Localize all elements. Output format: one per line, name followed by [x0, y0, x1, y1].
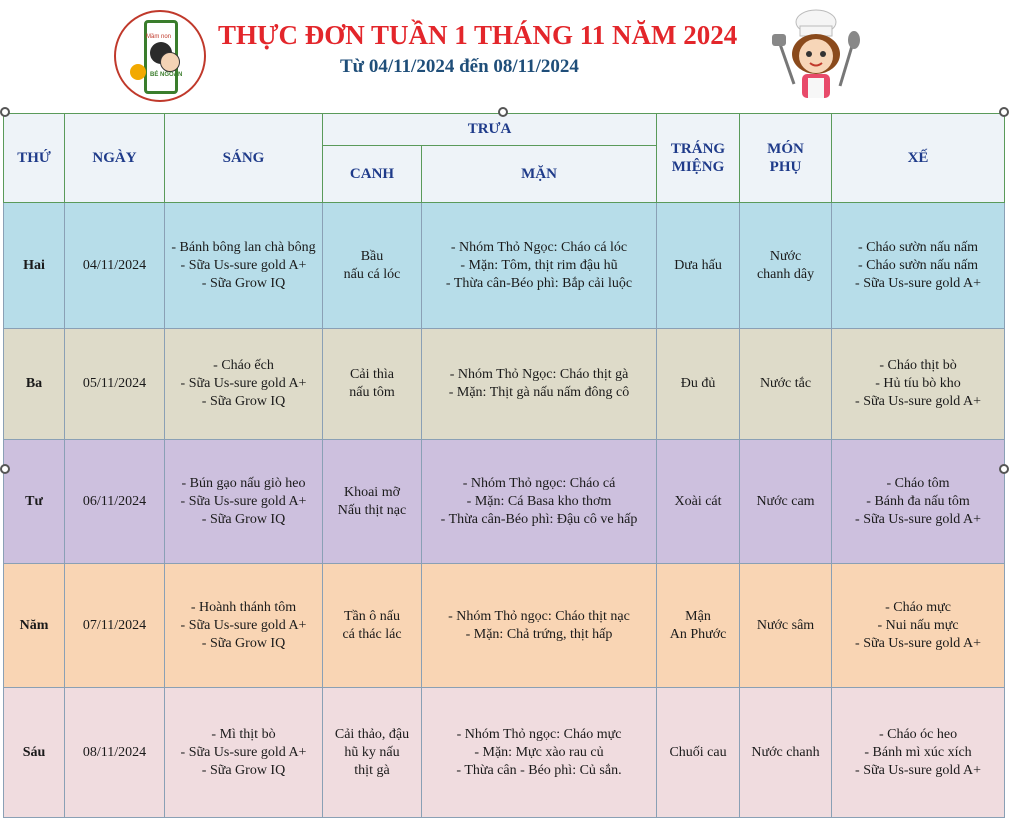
logo-top-text: Mầm non: [146, 34, 172, 40]
xe-line: - Cháo óc heo: [878, 726, 958, 742]
school-logo: [114, 10, 206, 102]
canh-line: Cải thảo, đậu: [334, 726, 410, 742]
sang-line: - Sữa Us-sure gold A+: [180, 617, 307, 633]
man-line: - Nhóm Thỏ ngọc: Cháo cá: [462, 475, 616, 491]
table-row: [4, 564, 1005, 688]
canh-line: Bầu: [360, 248, 384, 264]
canh-line: thịt gà: [354, 762, 390, 778]
day-cell: Sáu: [4, 688, 65, 818]
table-row: [4, 440, 1005, 564]
man-line: - Mặn: Thịt gà nấu nấm đông cô: [448, 385, 630, 400]
trang-mieng-line: Mận: [685, 608, 711, 624]
trang-mieng-cell: [657, 688, 740, 818]
selection-handle-top-right[interactable]: [999, 107, 1009, 117]
sang-line: - Sữa Us-sure gold A+: [180, 376, 307, 391]
mon-phu-cell: [740, 564, 832, 688]
trang-mieng-cell: [657, 440, 740, 564]
canh-line: Cải thìa: [350, 367, 394, 382]
selection-handle-top-middle[interactable]: [498, 107, 508, 117]
col-trua-header: TRƯA: [323, 114, 657, 146]
canh-line: Khoai mỡ: [343, 484, 400, 500]
xe-line: - Sữa Us-sure gold A+: [855, 511, 981, 527]
table-row: [4, 688, 1005, 818]
xe-cell: [832, 329, 1005, 440]
date-cell: 04/11/2024: [65, 203, 165, 329]
date-cell: 07/11/2024: [65, 564, 165, 688]
col-thu-header: THỨ: [4, 114, 65, 203]
chef-girl-icon: [764, 4, 864, 104]
selection-handle-middle-right[interactable]: [999, 464, 1009, 474]
xe-line: - Hủ tíu bò kho: [875, 376, 961, 391]
trang-mieng-line: An Phước: [669, 626, 727, 642]
col-ngay-header: NGÀY: [65, 114, 165, 203]
canh-line: Nấu thịt nạc: [337, 502, 407, 518]
canh-cell: [323, 329, 422, 440]
col-canh-header: CANH: [323, 146, 422, 203]
man-line: - Mặn: Mực xào rau củ: [474, 744, 604, 760]
man-line: - Mặn: Tôm, thịt rim đậu hũ: [460, 257, 618, 273]
mon-phu-cell: [740, 329, 832, 440]
man-line: - Nhóm Thỏ Ngọc: Cháo thịt gà: [449, 367, 629, 382]
xe-line: - Cháo mực: [885, 599, 951, 615]
man-line: - Nhóm Thỏ ngọc: Cháo thịt nạc: [448, 608, 630, 624]
canh-line: Tần ô nấu: [344, 608, 400, 624]
sang-cell: [165, 203, 323, 329]
logo-child-face-icon: [160, 52, 180, 72]
sang-cell: [165, 329, 323, 440]
trang-mieng-cell: [657, 329, 740, 440]
trang-mieng-line: Dưa hấu: [674, 257, 722, 273]
xe-line: - Sữa Us-sure gold A+: [855, 394, 981, 409]
canh-line: nấu cá lóc: [343, 266, 401, 282]
xe-cell: [832, 564, 1005, 688]
sang-cell: [165, 440, 323, 564]
xe-line: - Bánh đa nấu tôm: [866, 493, 970, 509]
sang-line: - Sữa Grow IQ: [201, 394, 286, 409]
xe-line: - Cháo sườn nấu nấm: [858, 239, 978, 255]
sang-line: - Sữa Us-sure gold A+: [180, 493, 307, 509]
selection-handle-top-left[interactable]: [0, 107, 10, 117]
mon-phu-line: Nước chanh: [751, 744, 820, 760]
xe-line: - Cháo tôm: [886, 475, 950, 491]
trang-mieng-line-2: MIỆNG: [671, 159, 725, 175]
man-cell: [422, 203, 657, 329]
logo-flower-icon: [130, 64, 146, 80]
date-cell: 05/11/2024: [65, 329, 165, 440]
man-cell: [422, 329, 657, 440]
col-mon-phu-header: [740, 114, 832, 203]
col-man-header: MẶN: [422, 146, 657, 203]
canh-cell: [323, 203, 422, 329]
trang-mieng-line: Xoài cát: [674, 493, 722, 509]
date-cell: 08/11/2024: [65, 688, 165, 818]
mon-phu-line: Nước sâm: [756, 617, 815, 633]
man-cell: [422, 688, 657, 818]
logo-name-text: BÉ NGOAN: [150, 72, 183, 78]
trang-mieng-line-1: TRÁNG: [670, 141, 726, 157]
sang-line: - Sữa Us-sure gold A+: [180, 744, 307, 760]
mon-phu-cell: [740, 203, 832, 329]
man-line: - Thừa cân-Béo phì: Bắp cải luộc: [445, 275, 633, 291]
sang-line: - Cháo ếch: [213, 358, 274, 373]
day-cell: Ba: [4, 329, 65, 440]
sang-line: - Sữa Grow IQ: [201, 635, 286, 651]
table-row: [4, 203, 1005, 329]
sang-line: - Sữa Grow IQ: [201, 275, 286, 291]
page-title: THỰC ĐƠN TUẦN 1 THÁNG 11 NĂM 2024: [218, 20, 738, 50]
xe-line: - Sữa Us-sure gold A+: [855, 635, 981, 651]
date-cell: 06/11/2024: [65, 440, 165, 564]
mon-phu-cell: [740, 688, 832, 818]
xe-line: - Sữa Us-sure gold A+: [855, 762, 981, 778]
xe-cell: [832, 203, 1005, 329]
man-line: - Thừa cân - Béo phì: Củ sắn.: [456, 762, 622, 778]
canh-cell: [323, 688, 422, 818]
selection-handle-middle-left[interactable]: [0, 464, 10, 474]
man-line: - Nhóm Thỏ Ngọc: Cháo cá lóc: [450, 239, 628, 255]
canh-line: hũ ky nấu: [344, 744, 400, 760]
sang-line: - Sữa Us-sure gold A+: [180, 257, 307, 273]
xe-line: - Bánh mì xúc xích: [864, 744, 972, 760]
man-line: - Mặn: Cá Basa kho thơm: [466, 493, 612, 509]
menu-table: [3, 113, 1005, 818]
table-row: [4, 329, 1005, 440]
trang-mieng-cell: [657, 564, 740, 688]
sang-line: - Hoành thánh tôm: [190, 599, 297, 615]
sang-line: - Sữa Grow IQ: [201, 511, 286, 527]
day-cell: Hai: [4, 203, 65, 329]
sang-line: - Bún gạo nấu giò heo: [181, 475, 306, 491]
page-subtitle: Từ 04/11/2024 đến 08/11/2024: [340, 56, 579, 77]
man-line: - Nhóm Thỏ ngọc: Cháo mực: [456, 726, 622, 742]
mon-phu-line: Nước tắc: [759, 376, 812, 391]
mon-phu-line: Nước cam: [756, 493, 815, 509]
mon-phu-line: chanh dây: [756, 266, 815, 282]
sang-cell: [165, 564, 323, 688]
trang-mieng-line: Đu đủ: [680, 376, 716, 391]
mon-phu-line-1: MÓN: [767, 141, 804, 157]
day-cell: Năm: [4, 564, 65, 688]
header: [0, 0, 1009, 110]
menu-rows: [4, 203, 1005, 818]
canh-cell: [323, 440, 422, 564]
trang-mieng-line: Chuối cau: [669, 744, 727, 760]
canh-line: nấu tôm: [349, 385, 395, 400]
xe-line: - Cháo thịt bò: [879, 358, 957, 373]
sang-line: - Mì thịt bò: [211, 726, 276, 742]
day-cell: Tư: [4, 440, 65, 564]
sang-cell: [165, 688, 323, 818]
mon-phu-line-2: PHỤ: [769, 159, 802, 175]
canh-line: cá thác lác: [342, 626, 402, 642]
xe-cell: [832, 688, 1005, 818]
sang-line: - Bánh bông lan chà bông: [171, 239, 316, 255]
xe-cell: [832, 440, 1005, 564]
man-cell: [422, 440, 657, 564]
xe-line: - Nui nấu mực: [877, 617, 959, 633]
col-sang-header: SÁNG: [165, 114, 323, 203]
col-trang-mieng-header: [657, 114, 740, 203]
man-cell: [422, 564, 657, 688]
mon-phu-line: Nước: [769, 248, 802, 264]
xe-line: - Cháo sườn nấu nấm: [858, 257, 978, 273]
sang-line: - Sữa Grow IQ: [201, 762, 286, 778]
xe-line: - Sữa Us-sure gold A+: [855, 275, 981, 291]
trang-mieng-cell: [657, 203, 740, 329]
canh-cell: [323, 564, 422, 688]
man-line: - Thừa cân-Béo phì: Đậu cô ve hấp: [440, 511, 638, 527]
man-line: - Mặn: Chả trứng, thịt hấp: [465, 626, 613, 642]
col-xe-header: XẾ: [832, 114, 1005, 203]
mon-phu-cell: [740, 440, 832, 564]
